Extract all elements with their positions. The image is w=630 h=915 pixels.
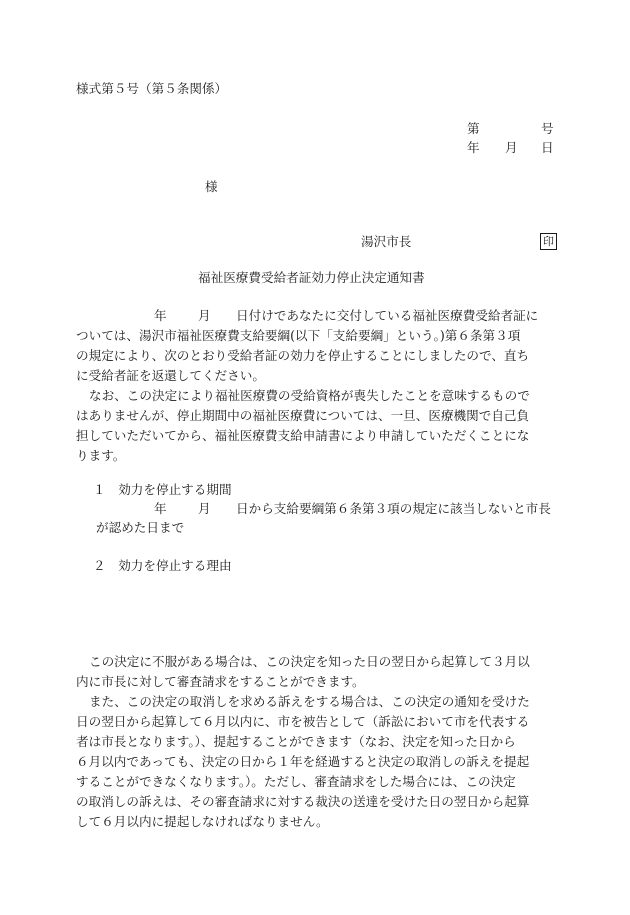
date-month: 月: [505, 140, 518, 155]
form-label: 様式第５号（第５条関係）: [76, 81, 228, 96]
notice-text: の取消しの訴えは、その審査請求に対する裁決の送達を受けた日の翌日から起算: [76, 794, 530, 809]
notice-text: ６月以内であっても、決定の日から１年を経過すると決定の取消しの訴えを提起: [76, 754, 530, 769]
body-text: に受給者証を返還してください。: [76, 368, 265, 383]
date-day: 日: [541, 140, 554, 155]
section-1-year: 年: [154, 501, 167, 516]
notice-text: することができなくなります。）。ただし、審査請求をした場合には、この決定: [76, 774, 516, 789]
body-text: 日付けであなたに交付している福祉医療費受給者証に: [236, 308, 539, 323]
number-suffix: 号: [541, 121, 554, 136]
body-text: はありませんが、停止期間中の福祉医療費については、一旦、医療機関で自己負: [76, 408, 530, 423]
notice-text: また、この決定の取消しを求める訴えをする場合は、この決定の通知を受けた: [89, 694, 530, 709]
number-prefix: 第: [467, 121, 480, 136]
section-1-month: 月: [198, 501, 211, 516]
body-month: 月: [198, 308, 211, 323]
notice-text: 者は市長となります。）、提起することができます（なお、決定を知った日から: [76, 734, 516, 749]
body-text: ります。: [76, 448, 126, 463]
body-text: なお、この決定により福祉医療費の受給資格が喪失したことを意味するもので: [89, 388, 530, 403]
notice-text: して６月以内に提起しなければなりません。: [76, 814, 329, 829]
notice-text: 内に市長に対して審査請求をすることができます。: [76, 674, 365, 689]
body-text: 担していただいてから、福祉医療費支給申請書により申請していただくことにな: [76, 428, 530, 443]
section-1-text: 日から支給要綱第６条第３項の規定に該当しないと市長: [236, 501, 551, 516]
addressee-suffix: 様: [205, 179, 218, 194]
section-1-text: が認めた日まで: [96, 520, 185, 535]
section-1-heading: １ 効力を停止する期間: [93, 482, 232, 497]
body-text: の規定により、次のとおり受給者証の効力を停止することにしましたので、直ち: [76, 348, 530, 363]
notice-text: この決定に不服がある場合は、この決定を知った日の翌日から起算して３月以: [89, 654, 530, 669]
seal-mark: 印: [540, 233, 557, 250]
section-2-heading: ２ 効力を停止する理由: [93, 558, 232, 573]
body-year: 年: [154, 308, 167, 323]
issuer-name: 湯沢市長: [361, 234, 412, 249]
body-text: ついては、湯沢市福祉医療費支給要綱(以下「支給要綱」という。)第６条第３項: [76, 328, 521, 343]
document-title: 福祉医療費受給者証効力停止決定通知書: [198, 270, 425, 285]
date-year: 年: [467, 140, 480, 155]
notice-text: 日の翌日から起算して６月以内に、市を被告として（訴訟において市を代表する: [76, 714, 530, 729]
